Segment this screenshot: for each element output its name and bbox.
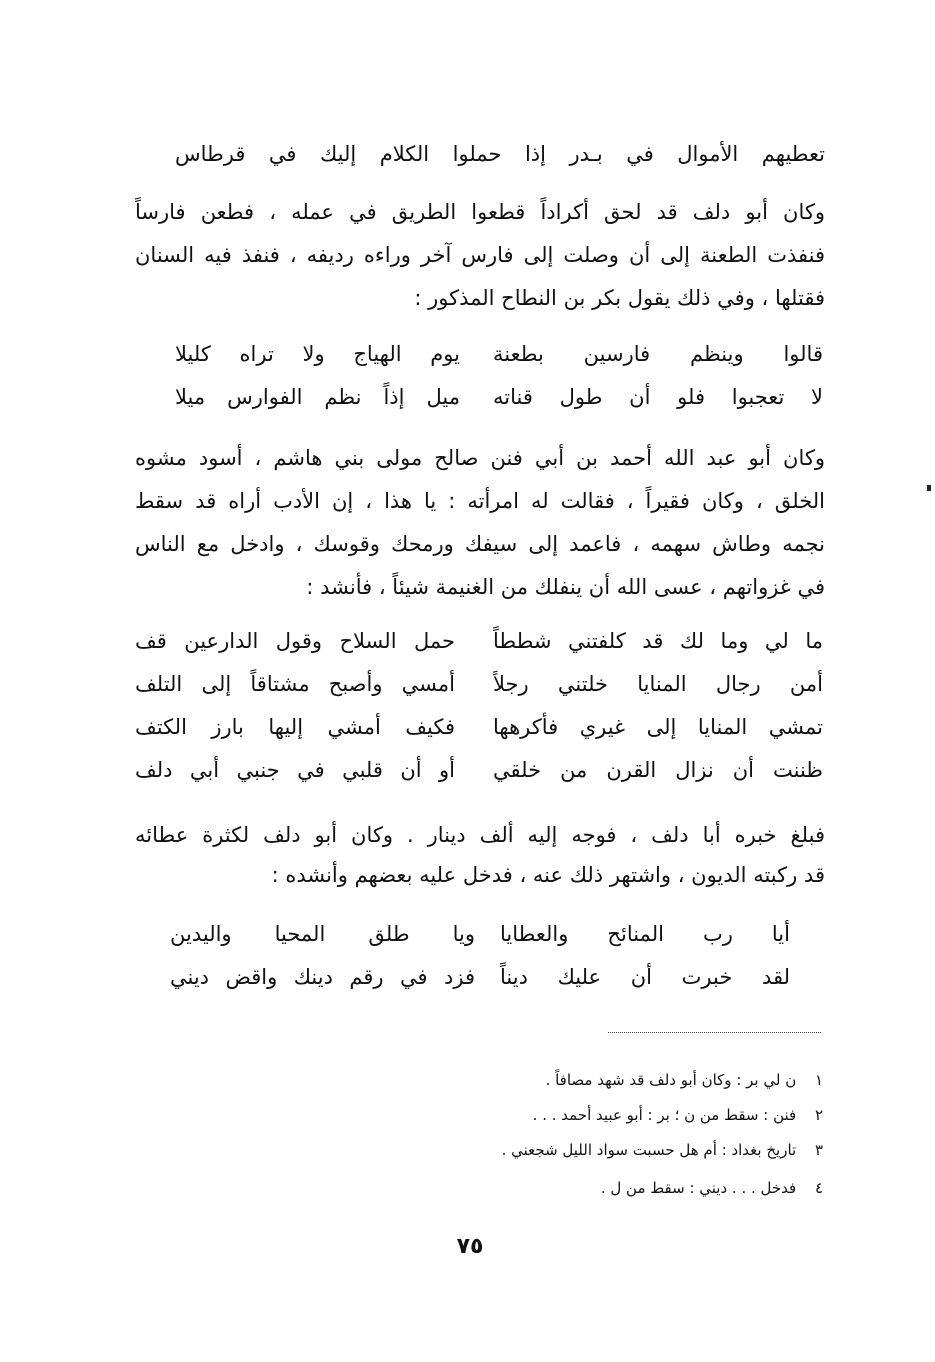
footnote-number: ٢ (814, 1106, 823, 1124)
verse-8-second-hemistich: فزد في رقم دينك واقض ديني (170, 965, 475, 989)
verse-4-second-hemistich: أمسي وأصبح مشتاقاً إلى التلف (135, 672, 455, 696)
verse-5-second-hemistich: فكيف أمشي إليها بارز الكتف (135, 715, 455, 739)
verse-3-second-hemistich: حمل السلاح وقول الدارعين قف (135, 629, 455, 653)
footnote-2 (223, 1101, 823, 1131)
footnote-text: فنن : سقط من ن ؛ بر : أبو عبيد أحمد . . . (532, 1106, 797, 1124)
page-number: ٧٥ (456, 1234, 484, 1259)
prose-line-4: فقتلها ، وفي ذلك يقول بكر بن النطاح المذكور : (414, 286, 825, 310)
prose-line-5: وكان أبو عبد الله أحمد بن أبي فنن صالح مولى بني هاشم ، أسود مشوه (135, 446, 825, 470)
verse-7-first-hemistich: أيا رب المنائح والعطايا (500, 922, 790, 946)
verse-3-first-hemistich: ما لي وما لك قد كلفتني شططاً (493, 629, 823, 653)
footnote-number: ١ (814, 1071, 823, 1089)
verse-7-second-hemistich: ويا طلق المحيا واليدين (170, 922, 475, 946)
prose-line-9: فبلغ خبره أبا دلف ، فوجه إليه ألف دينار . وكان أبو دلف لكثرة عطائه (135, 823, 825, 847)
verse-8-first-hemistich: لقد خبرت أن عليك ديناً (500, 965, 790, 989)
margin-mark (927, 485, 931, 491)
prose-line-8: في غزواتهم ، عسى الله أن ينفلك من الغنيمة شيئاً ، فأنشد : (306, 575, 825, 599)
verse-4-first-hemistich: أمن رجال المنايا خلتني رجلاً (493, 672, 823, 696)
footnote-1 (223, 1066, 823, 1096)
footnote-separator (608, 1032, 821, 1033)
footnote-number: ٤ (814, 1179, 823, 1197)
verse-1-second-hemistich: يوم الهياج ولا تراه كليلا (175, 342, 460, 366)
verse-6-first-hemistich: ظننت أن نزال القرن من خلقي (493, 758, 823, 782)
prose-line-1: تعطيهم الأموال في بـدر إذا حملوا الكلام إليك في قرطاس (175, 142, 825, 166)
verse-2-second-hemistich: ميل إذاً نظم الفوارس ميلا (175, 385, 460, 409)
verse-5-first-hemistich: تمشي المنايا إلى غيري فأكرهها (493, 715, 823, 739)
footnote-number: ٣ (814, 1141, 823, 1159)
footnote-text: تاريخ بغداد : أم هل حسبت سواد الليل شجعني . (501, 1141, 797, 1159)
verse-1-first-hemistich: قالوا وينظم فارسين بطعنة (493, 342, 823, 366)
verse-2-first-hemistich: لا تعجبوا فلو أن طول قناته (493, 385, 823, 409)
footnote-text: ن لي بر : وكان أبو دلف قد شهد مصافاً . (545, 1071, 797, 1089)
footnote-4 (223, 1174, 823, 1204)
prose-line-3: فنفذت الطعنة إلى أن وصلت إلى فارس آخر وراءه رديفه ، فنفذ فيه السنان (135, 243, 825, 267)
prose-line-7: نجمه وطاش سهمه ، فاعمد إلى سيفك ورمحك وقوسك ، وادخل مع الناس (135, 532, 825, 556)
prose-line-2: وكان أبو دلف قد لحق أكراداً قطعوا الطريق في عمله ، فطعن فارساً (135, 200, 825, 224)
prose-line-10: قد ركبته الديون ، واشتهر ذلك عنه ، فدخل عليه بعضهم وأنشده : (271, 863, 825, 887)
verse-6-second-hemistich: أو أن قلبي في جنبي أبي دلف (135, 758, 455, 782)
footnote-3 (223, 1136, 823, 1166)
footnote-text: فدخل . . . ديني : سقط من ل . (600, 1179, 797, 1197)
prose-line-6: الخلق ، وكان فقيراً ، فقالت له امرأته : يا هذا ، إن الأدب أراه قد سقط (135, 489, 825, 513)
